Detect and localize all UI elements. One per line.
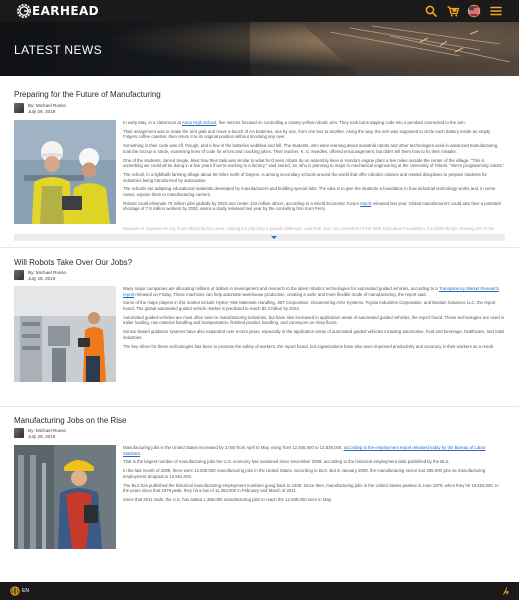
hamburger-menu-icon[interactable] xyxy=(489,4,503,18)
article-title[interactable]: Manufacturing Jobs on the Rise xyxy=(14,416,127,425)
hero-banner xyxy=(0,22,519,76)
article-title[interactable]: Preparing for the Future of Manufacturing xyxy=(14,90,161,99)
gear-g-icon xyxy=(16,3,32,19)
article-link[interactable]: according to the employment report released today by the Bureau of Labor Statistics xyxy=(123,445,486,456)
cart-icon[interactable] xyxy=(446,4,460,18)
search-icon[interactable] xyxy=(424,4,438,18)
article-paragraph: Since that 2011 nadir, the U.S. has added 1,386,000 manufacturing jobs to reach the 12,839,000 seen in May. xyxy=(123,497,332,503)
article-paragraph: In the last month of 2008, there were 12,830,000 manufacturing jobs in the United States, according to BLS. But in January 2009, the manufacturing sector lost 299,000 jobs as manufacturing employment dropped to 12,561,000. xyxy=(123,468,486,479)
article-divider xyxy=(0,406,519,407)
author-name: By: Michael Russo xyxy=(28,428,67,433)
gearhead-logo[interactable] xyxy=(16,3,99,19)
article-body xyxy=(123,120,505,215)
article-body xyxy=(123,445,505,506)
article-paragraph: Robots could eliminate 75 million jobs globally by 2022 and create 133 million others, according to a World Economic Forum report released last year. Global manufacturers could also face a potential shortage of 7.9 million workers by 2030, warns a study released last year by the consulting firm Korn Ferry. xyxy=(123,200,501,212)
article-paragraph: That is the largest number of manufacturing jobs the U.S. economy has sustained since December 2008, according to the historical employment data published by the BLS. xyxy=(123,459,450,465)
article-paragraph: The schools are adapting educational materials developed by manufacturers and building special labs. The idea is to give the students a foundation in how industrial technology works and, in some cases, expose them to manufacturing careers. xyxy=(123,186,496,197)
article-paragraph: Manufacturing jobs in the United States increased by 3,000 from April to May, rising from 12,836,000 to 12,839,000, according to the employment report released today by the Bureau of Labor Statistics. xyxy=(123,445,486,456)
footer xyxy=(0,582,519,600)
article-paragraph: The BLS has published the historical manufacturing employment numbers going back to 1939. Since then, manufacturing jobs in the United States peaked in June 1979, when they hit 19,553,000. In the years since that 1979 peak, they hit a low of 11,453,000 in February and March of 2011. xyxy=(123,482,499,494)
article-date: July 29, 2019 xyxy=(28,433,56,439)
article-link[interactable]: Transparency Market Research report xyxy=(123,286,499,297)
article-paragraph: Sensor-based guidance systems have also expanded over recent years, especially in the application areas of automated guided vehicles including automotive, food and beverage, healthcare, and retail industries. xyxy=(123,329,505,340)
article-paragraph: Their assignment was to make the arm grab and move a bunch of AA batteries, one by one, from one box to another. Along the way, the arm was supposed to circle each battery inside an empty Folgers coffee canister, then return it to its original position without knocking any over. xyxy=(123,128,491,140)
author-name: By: Michael Russo xyxy=(28,103,67,108)
article-link[interactable]: Anna High School xyxy=(181,120,217,125)
article-paragraph: The school, in a lightbulb farming village about 50 miles north of Dayton, is among secondary schools around the world that offer robotics classes and related disciplines to prepare students for industries being transformed by automation. xyxy=(123,172,487,183)
avatar xyxy=(14,103,24,113)
article-author xyxy=(14,270,66,282)
article-paragraph: Some of the major players in this market include Hyster-Yale Materials Handling, JBT Corporation, Oceaneering AGV Systems, Toyota Industries Corporation, and Bastian Solutions LLC, the report found. The global automated guided vehicle market is predicted to reach $2.3 billion by 2024. xyxy=(123,300,496,311)
article-divider xyxy=(0,247,519,248)
language-selector[interactable]: EN xyxy=(22,588,29,594)
article-paragraph: Because of regulars we say hours about factory work, making it a planning a guided challenge, said Rob Juxr, vice president of the SME Education Foundation, the philanthropic training arm of the xyxy=(123,226,495,231)
chevron-down-icon xyxy=(271,236,277,239)
avatar xyxy=(14,428,24,438)
article-body-faded xyxy=(123,226,505,232)
article-paragraph: In early May, in a classroom at Anna High School, five seniors focused on controlling a canary yellow robotic arm. They took turns tapping code into a pendant connected to the arm. xyxy=(123,120,466,125)
article-paragraph: Many major companies are allocating millions of dollars in development and research to the latest robotics technologies for automated guided vehicles, according to a Transparency Market Research report released on Friday. These machines can help automate warehouse production, creating a safer and more flexible mode of manufacturing, the report said. xyxy=(123,286,499,297)
article-author xyxy=(14,103,66,115)
language-flag-icon[interactable] xyxy=(467,4,481,18)
page-title: LATEST NEWS xyxy=(14,43,102,57)
author-name: By: Michael Russo xyxy=(28,270,67,275)
article-author xyxy=(14,428,66,440)
article-paragraph: Automated guided vehicles are most often seen in manufacturing industries, but have also increased in application areas of automated guided vehicles, the report found. These technologies are used in trailer loading, raw material handling and transportation, finished product handling, and conveyors on shop floors. xyxy=(123,314,505,326)
article-body xyxy=(123,286,505,352)
article-image-warehouse-worker xyxy=(14,286,116,382)
globe-icon[interactable] xyxy=(10,586,20,596)
logo-text: EARHEAD xyxy=(32,4,100,18)
article-date: July 29, 2019 xyxy=(28,275,56,281)
article-title[interactable]: Will Robots Take Over Our Jobs? xyxy=(14,258,133,267)
top-navigation-bar xyxy=(0,0,519,22)
avatar xyxy=(14,270,24,280)
article-paragraph: One of the students, Jarred Seigle, liked how their task was similar to what he'd seen robots do on assembly lines in Honda's engine plant a few miles outside the center of the village. "This is something we could all be doing in a few years if we're working in a factory," said Jarred, 18, who is planning to major in mechanical engineering at the University of Toledo. "We're programming robots." xyxy=(123,157,505,169)
article-image-factory-worker xyxy=(14,445,116,549)
article-date: July 29, 2019 xyxy=(28,108,56,114)
article-image-engineers xyxy=(14,120,116,224)
expand-article-button[interactable] xyxy=(14,234,505,241)
article-paragraph: The key driver for these technologies has been to promote the safety of workers, the report found, but organizations have also seen improved productivity and accuracy in their workers as a result. xyxy=(123,343,494,349)
brand-mark-icon[interactable] xyxy=(502,587,510,595)
article-link[interactable]: report xyxy=(360,200,372,206)
article-paragraph: Something in their code was off, though, and a few of the batteries wobbled and fell. The students, who were learning about industrial robots and other technologies used in advanced manufacturing, took the hiccup in stride, examining lines of code for errors and cracking jokes. Their teacher, K. C. Needles, offered encouragement, but didn't tell them how to fix their mistake. xyxy=(123,143,499,154)
